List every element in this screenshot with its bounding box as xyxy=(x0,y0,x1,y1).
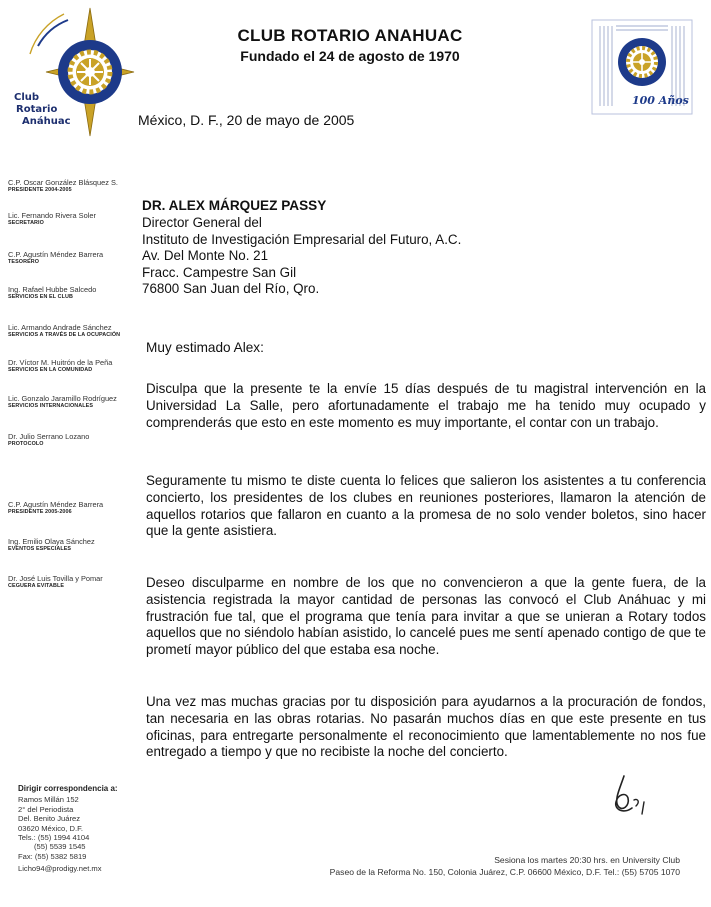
letterhead-founded: Fundado el 24 de agosto de 1970 xyxy=(240,48,460,64)
officer-name: Dr. José Luis Tovilla y Pomar xyxy=(8,574,103,583)
officer-role: SERVICIOS A TRAVÉS DE LA OCUPACIÓN xyxy=(8,332,121,338)
officer-role: TESORERO xyxy=(8,259,40,265)
correspondence-line: Tels.: (55) 1994 4104 xyxy=(18,833,90,843)
officer-name: Dr. Julio Serrano Lozano xyxy=(8,432,90,441)
logo-text-rotario: Rotario xyxy=(16,104,58,115)
officer-name: C.P. Oscar González Blásquez S. xyxy=(8,178,118,187)
correspondence-line: Del. Benito Juárez xyxy=(18,814,81,824)
officer-role: SERVICIOS EN EL CLUB xyxy=(8,294,74,300)
recipient-line: 76800 San Juan del Río, Qro. xyxy=(142,281,320,297)
recipient-line: Instituto de Investigación Empresarial del Futuro, A.C. xyxy=(142,231,462,247)
correspondence-line: 2° del Periodista xyxy=(18,804,74,814)
salutation: Muy estimado Alex: xyxy=(146,340,264,355)
officer-role: SECRETARIO xyxy=(8,220,44,226)
officer-entry xyxy=(8,574,138,589)
officer-entry xyxy=(8,211,138,226)
footer-address: Paseo de la Reforma No. 150, Colonia Juárez, C.P. 06600 México, D.F. Tel.: (55) 5705 1070 xyxy=(329,867,680,877)
officer-role: PRESIDENTE 2004-2005 xyxy=(8,187,72,193)
officer-role: CEGUERA EVITABLE xyxy=(8,583,65,589)
officer-role: PROTOCOLO xyxy=(8,441,44,447)
club-logo xyxy=(8,6,136,138)
recipient-line: Av. Del Monte No. 21 xyxy=(142,248,269,264)
officer-name: Lic. Armando Andrade Sánchez xyxy=(8,323,112,332)
officer-role: EVENTOS ESPECIALES xyxy=(8,546,72,552)
officer-entry xyxy=(8,500,138,515)
signature xyxy=(600,770,660,820)
officer-entry xyxy=(8,285,138,300)
correspondence-line: 03620 México, D.F. xyxy=(18,823,83,833)
officer-name: C.P. Agustín Méndez Barrera xyxy=(8,500,104,509)
centennial-badge-text: 100 Años xyxy=(632,94,689,107)
logo-text-club: Club xyxy=(14,92,40,103)
correspondence-email: Licho94@prodigy.net.mx xyxy=(18,864,102,874)
officer-entry xyxy=(8,250,138,265)
officer-entry xyxy=(8,323,138,338)
logo-text-anahuac: Anáhuac xyxy=(22,116,71,127)
body-paragraph: Deseo disculparme en nombre de los que no convencieron a que la gente fuera, de la asistencia registrada la mayor cantidad de personas las convocó el Club Anáhuac y mi frustración fue tal, que el programa que tenía para invitar a que se unieran a Rotary todos aquellos que no siéndolo habían asistido, lo cancelé pues me sentí apenado contigo de que te prometí mayor público del que estaba esa noche. xyxy=(146,575,706,658)
body-paragraph: Una vez mas muchas gracias por tu disposición para ayudarnos a la procuración de fondos, tan necesaria en las obras rotarias. No pasarán muchos días en que este presente en tus oficinas, para entregarte personalmente el reconocimiento que lamentablemente no nos fue entregado a tiempo y que no recibiste la noche del concierto. xyxy=(146,694,706,760)
officer-name: C.P. Agustín Méndez Barrera xyxy=(8,250,104,259)
officer-name: Lic. Fernando Rivera Soler xyxy=(8,211,96,220)
recipient-line: Director General del xyxy=(142,215,262,231)
correspondence-line: Fax: (55) 5382 5819 xyxy=(18,851,87,861)
officer-role: PRESIDENTE 2005-2006 xyxy=(8,509,72,515)
officer-name: Ing. Emilio Olaya Sánchez xyxy=(8,537,95,546)
handwritten-signature xyxy=(600,770,660,820)
correspondence-line: (55) 5539 1545 xyxy=(34,842,86,852)
recipient-name: DR. ALEX MÁRQUEZ PASSY xyxy=(142,198,327,213)
footer-session-info: Sesiona los martes 20:30 hrs. en University Club xyxy=(494,855,680,865)
officer-entry xyxy=(8,394,138,409)
officer-name: Ing. Rafael Hubbe Salcedo xyxy=(8,285,97,294)
officer-entry xyxy=(8,432,138,447)
centennial-logo xyxy=(590,18,694,116)
officer-role: SERVICIOS EN LA COMUNIDAD xyxy=(8,367,93,373)
officer-role: SERVICIOS INTERNACIONALES xyxy=(8,403,94,409)
officer-name: Lic. Gonzalo Jaramillo Rodríguez xyxy=(8,394,117,403)
body-paragraph: Disculpa que la presente te la envíe 15 días después de tu magistral intervención en la Universidad La Salle, pero afortunadamente el trabajo me ha tenido muy ocupado y comprenderás que esto en este momento es muy importante, el contar con un trabajo. xyxy=(146,381,706,430)
letter-date: México, D. F., 20 de mayo de 2005 xyxy=(138,112,355,128)
correspondence-heading: Dirigir correspondencia a: xyxy=(18,784,118,793)
officer-entry xyxy=(8,358,138,373)
recipient-block xyxy=(142,198,542,297)
recipient-line: Fracc. Campestre San Gil xyxy=(142,264,297,280)
officer-name: Dr. Víctor M. Huitrón de la Peña xyxy=(8,358,113,367)
correspondence-block xyxy=(18,784,138,874)
officer-entry xyxy=(8,178,138,193)
letterhead-title: CLUB ROTARIO ANAHUAC xyxy=(237,26,463,45)
correspondence-line: Ramos Millán 152 xyxy=(18,795,79,805)
body-paragraph: Seguramente tu mismo te diste cuenta lo felices que salieron los asistentes a tu conferencia concierto, los presidentes de los clubes en reuniones posteriores, llamaron la atención de aquellos rotarios que fallaron en cuanto a la promesa de no solo vender boletos, sino hacer que la gente asistiera. xyxy=(146,473,706,539)
officer-entry xyxy=(8,537,138,552)
